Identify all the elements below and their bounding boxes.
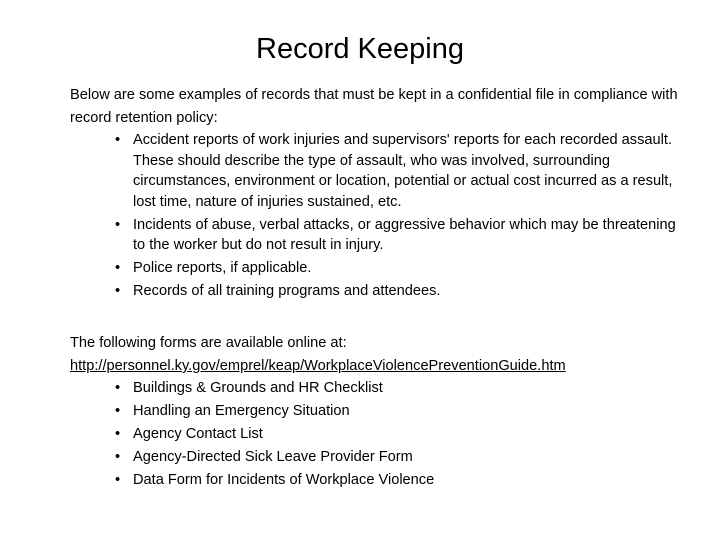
list-item-text: Records of all training programs and attendees. [133,283,441,299]
list-item-text: Incidents of abuse, verbal attacks, or aggressive behavior which may be threatening to the worker but do not result in injury. [133,216,676,253]
forms-section [70,332,680,491]
list-item [115,447,680,468]
list-item-text: Accident reports of work injuries and supervisors' reports for each recorded assault. These should describe the type of assault, who was involved, surrounding circumstances, environment or location, potential or actual cost incurred as a result, lost time, nature of injuries sustained, etc. [133,132,673,210]
forms-intro: The following forms are available online at: [70,335,347,351]
page-title: Record Keeping [256,33,464,65]
forms-link[interactable]: http://personnel.ky.gov/emprel/keap/WorkplaceViolencePreventionGuide.htm [70,358,566,374]
bullet-icon: • [115,132,121,148]
list-item [115,130,680,212]
list-item [115,281,680,302]
bullet-icon: • [115,260,121,276]
bullet-icon: • [115,283,121,299]
list-item [115,401,680,422]
records-intro: Below are some examples of records that must be kept in a confidential file in compliance with record retention policy: [70,87,678,126]
list-item [115,470,680,491]
body-content [70,84,680,493]
list-item [115,215,680,256]
list-item-text: Agency Contact List [133,426,263,442]
forms-list [70,378,680,491]
list-item-text: Buildings & Grounds and HR Checklist [133,380,383,396]
list-item-text: Handling an Emergency Situation [133,403,350,419]
bullet-icon: • [115,216,121,233]
bullet-icon: • [115,380,121,396]
list-item [115,258,680,279]
bullet-icon: • [115,426,121,442]
list-item-text: Data Form for Incidents of Workplace Violence [133,472,435,488]
records-list [70,130,680,302]
bullet-icon: • [115,472,121,488]
list-item-text: Agency-Directed Sick Leave Provider Form [133,449,413,465]
section-spacer [70,304,680,332]
bullet-icon: • [115,449,121,465]
list-item-text: Police reports, if applicable. [133,260,312,276]
list-item [115,378,680,399]
bullet-icon: • [115,403,121,419]
list-item [115,424,680,445]
